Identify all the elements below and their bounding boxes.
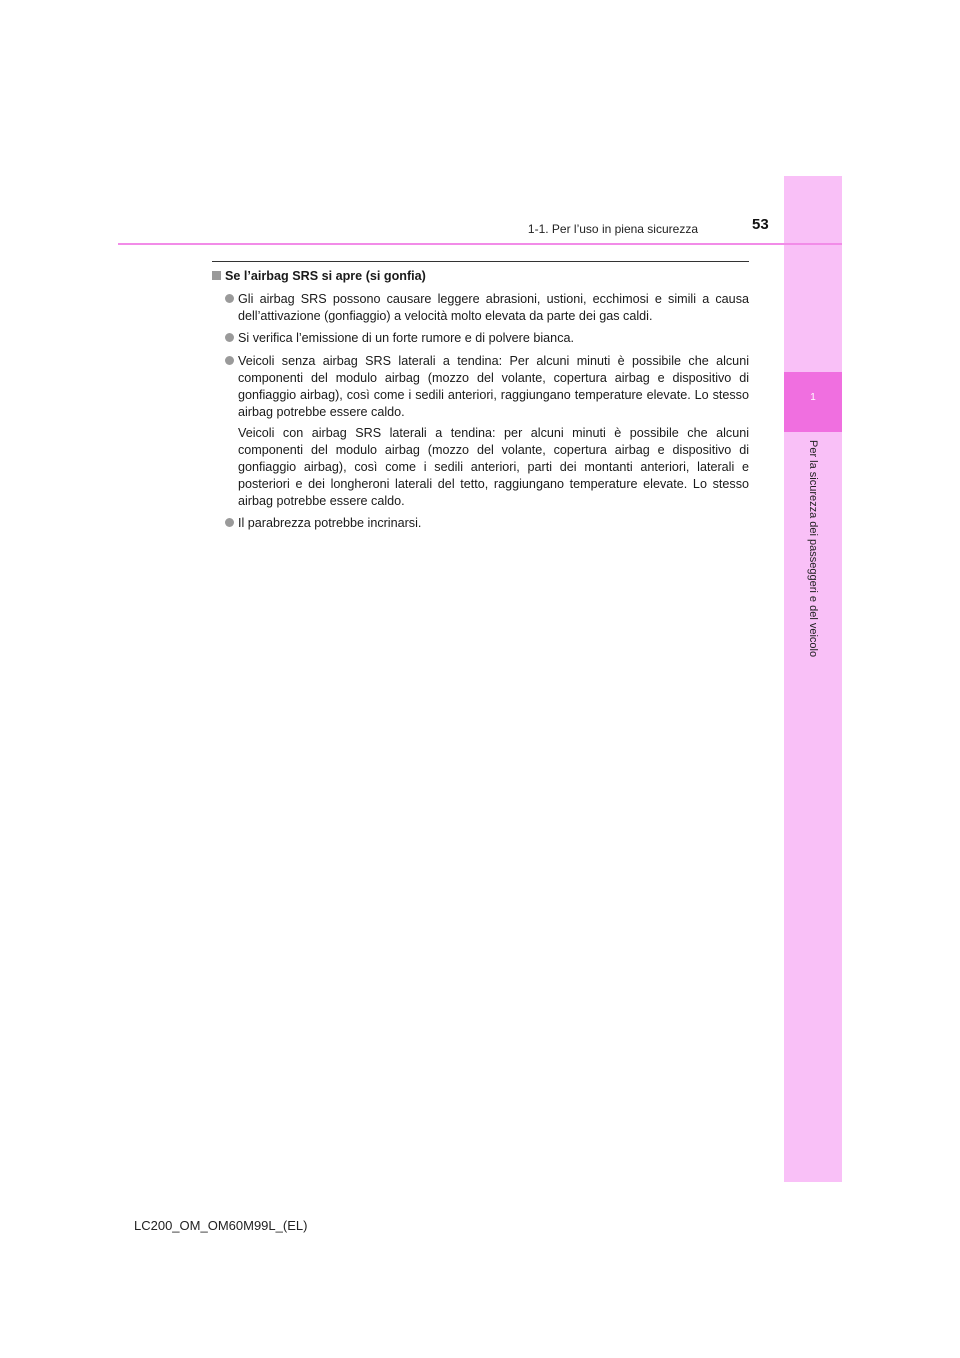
square-bullet-icon — [212, 271, 221, 280]
list-item-text: Il parabrezza potrebbe incrinarsi. — [238, 516, 422, 531]
chapter-tab-number: 1 — [810, 392, 816, 403]
round-bullet-icon — [225, 294, 234, 303]
list-item-text: Veicoli senza airbag SRS laterali a tendina: Per alcuni minuti è possibile che alcuni componenti del modulo airbag (mozzo del volante, copertura airbag e dispositivo di gonfiaggio airbag), così come i sedili anteriori, raggiungano temperature elevate. Lo stesso airbag potrebbe essere caldo. — [238, 354, 749, 419]
chapter-tab-title: Per la sicurezza dei passeggeri e del veicolo — [807, 440, 819, 658]
list-item-text: Gli airbag SRS possono causare leggere abrasioni, ustioni, ecchimosi e simili a causa dell’attivazione (gonfiaggio) a velocità molto elevata da parte dei gas caldi. — [238, 291, 749, 323]
header-divider — [118, 243, 842, 245]
chapter-tab-bar — [784, 176, 842, 1182]
list-item-text: Si verifica l’emissione di un forte rumore e di polvere bianca. — [238, 331, 574, 346]
page-content — [212, 268, 749, 538]
list-item — [212, 291, 749, 325]
section-heading — [212, 268, 749, 285]
list-item — [212, 515, 749, 532]
list-item-text: Veicoli con airbag SRS laterali a tendina: per alcuni minuti è possibile che alcuni componenti del modulo airbag (mozzo del volante, copertura airbag e dispositivo di gonfiaggio airbag), così come i sedili anteriori, parti dei montanti anteriori, laterali e posteriori e dei longheroni laterali del tetto, raggiungano temperature elevate. Lo stesso airbag potrebbe essere caldo. — [238, 426, 749, 508]
round-bullet-icon — [225, 356, 234, 365]
header-section-title: 1-1. Per l’uso in piena sicurezza — [527, 222, 698, 236]
list-item — [212, 330, 749, 347]
document-code: LC200_OM_OM60M99L_(EL) — [134, 1218, 308, 1233]
page-number: 53 — [752, 216, 769, 233]
round-bullet-icon — [225, 518, 234, 527]
list-item — [212, 353, 749, 509]
section-heading-text: Se l’airbag SRS si apre (si gonfia) — [225, 269, 426, 283]
section-rule — [212, 261, 749, 262]
round-bullet-icon — [225, 333, 234, 342]
